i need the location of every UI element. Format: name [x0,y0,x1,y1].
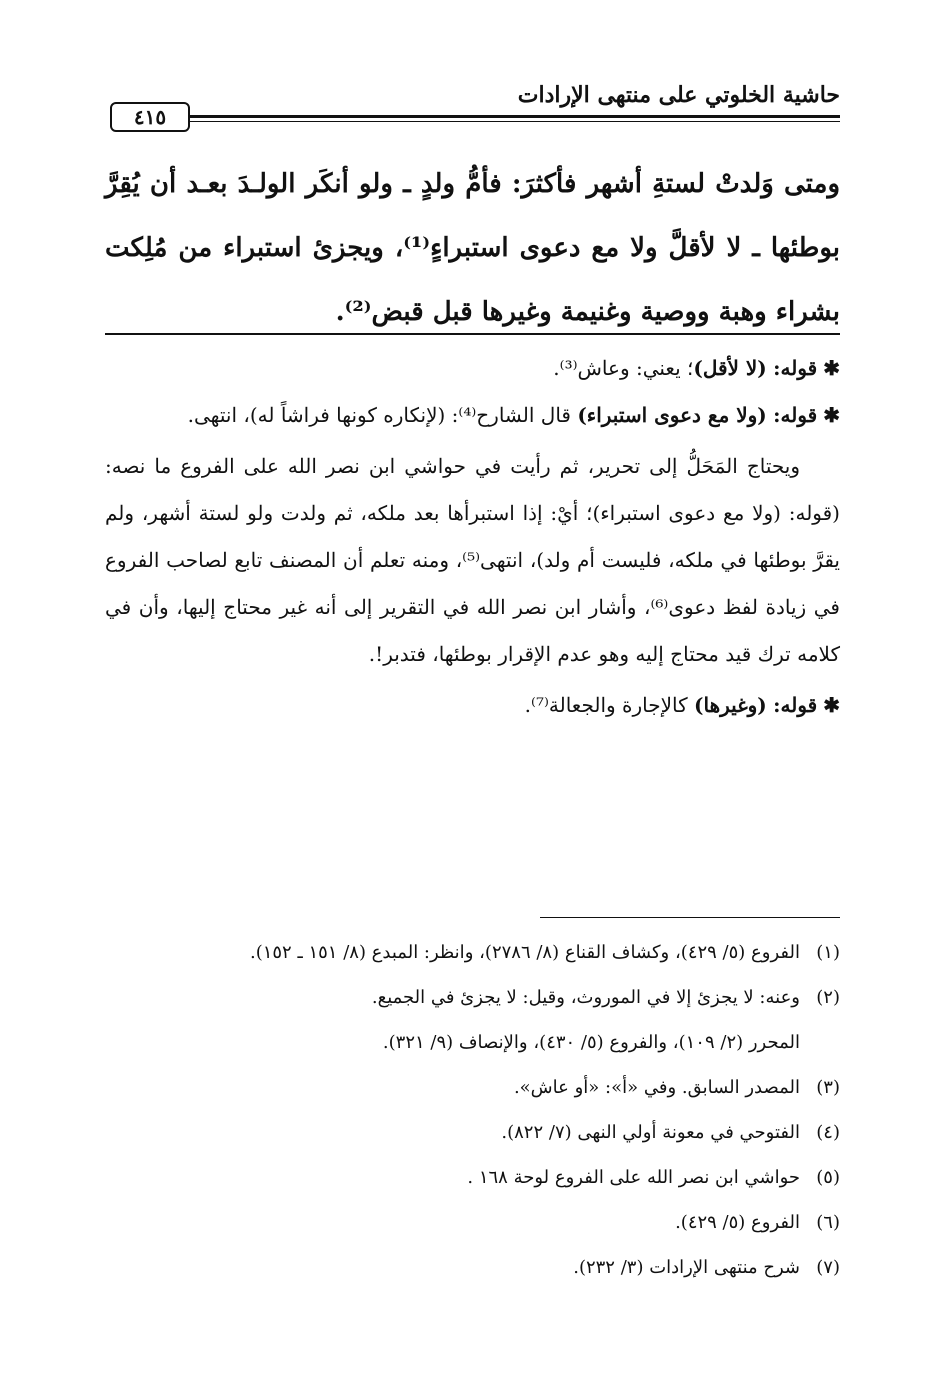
commentary-lead: قوله: [773,693,818,717]
page-number: ٤١٥ [110,102,190,132]
footnote-4 [105,1110,840,1155]
footnote-number: (٥) [816,1167,840,1188]
footnotes [105,930,840,1290]
asterisk-icon: ✱ [823,356,840,380]
commentary-quote: (ولا مع دعوى استبراء) [577,403,767,427]
footnote-number: (٤) [816,1122,840,1143]
footnote-2-continuation: المحرر (٢/ ١٠٩)، والفروع (٥/ ٤٣٠)، والإنصاف (٩/ ٣٢١). [382,1032,800,1053]
footnote-7 [105,1245,840,1290]
footnote-text: وعنه: لا يجزئ إلا في الموروث، وقيل: لا يجزئ في الجميع. [371,987,800,1008]
main-text: ومتى وَلدتْ لستةِ أشهر فأكثرَ: فأمُّ ولدٍ ـ ولو أنكَر الولـدَ بعـد أن يُقِرَّ بوطئها ـ لا لأقلَّ ولا مع دعوى استبراءٍ⁽¹⁾، ويجزئ استبراء من مُلِكت بشراء وهبة ووصية وغنيمة وغيرها قبل قبض⁽²⁾. [105,169,840,327]
main-text-divider [105,333,840,335]
running-header [110,82,840,132]
footnote-1 [105,930,840,975]
footnote-number: (٧) [816,1257,840,1278]
commentary [105,345,840,729]
commentary-paragraph-3: ويحتاج المَحَلُّ إلى تحرير، ثم رأيت في حواشي ابن نصر الله على الفروع ما نصه: (قوله: (ولا مع دعوى استبراء)؛ أيْ: إذا استبرأها بعد ملكه، ثم ولدت ولو لستة أشهر، ولم يقرَّ بوطئها في ملكه، فليست أم ولد)، انتهى⁽⁵⁾، ومنه تعلم أن المصنف تابع لصاحب الفروع في زيادة لفظ دعوى⁽⁶⁾، وأشار ابن نصر الله في التقرير إلى أنه غير محتاج إليها، وأن في كلامه ترك قيد محتاج إليه وهو عدم الإقرار بوطئها، فتدبر!. [105,454,841,666]
commentary-paragraph-4 [105,682,840,729]
footnote-text: الفتوحي في معونة أولي النهى (٧/ ٨٢٢). [501,1122,800,1143]
footnote-divider [540,917,840,918]
commentary-quote: (وغيرها) [694,693,767,717]
asterisk-icon: ✱ [823,403,840,427]
footnote-number: (١) [816,942,840,963]
commentary-paragraph-1 [105,345,840,392]
commentary-text: ؛ يعني: وعاش⁽³⁾. [553,356,694,380]
commentary-quote: (لا لأقل) [693,356,767,380]
commentary-text: قال الشارح⁽⁴⁾: (لإنكاره كونها فراشاً له)، انتهى. [187,403,571,427]
footnote-text: حواشي ابن نصر الله على الفروع لوحة ١٦٨ . [467,1167,800,1188]
footnote-text: المصدر السابق. وفي «أ»: «أو عاش». [513,1077,800,1098]
book-title: حاشية الخلوتي على منتهى الإرادات [517,82,840,108]
footnote-text: الفروع (٥/ ٤٢٩)، وكشاف القناع (٨/ ٢٧٨٦)، وانظر: المبدع (٨/ ١٥١ ـ ١٥٢). [249,942,800,963]
header-rule [190,115,840,122]
footnote-text: الفروع (٥/ ٤٢٩). [675,1212,800,1233]
footnote-6 [105,1200,840,1245]
footnote-5 [105,1155,840,1200]
footnote-number: (٢) [816,987,840,1008]
footnote-2 [105,975,840,1020]
commentary-paragraph-2 [105,392,840,439]
footnote-number: (٣) [816,1077,840,1098]
commentary-lead: قوله: [773,403,818,427]
footnote-number: (٦) [816,1212,840,1233]
commentary-text: كالإجارة والجعالة⁽⁷⁾. [524,693,688,717]
footnote-text: شرح منتهى الإرادات (٣/ ٢٣٢). [573,1257,800,1278]
footnote-3 [105,1065,840,1110]
commentary-lead: قوله: [773,356,818,380]
asterisk-icon: ✱ [823,693,840,717]
